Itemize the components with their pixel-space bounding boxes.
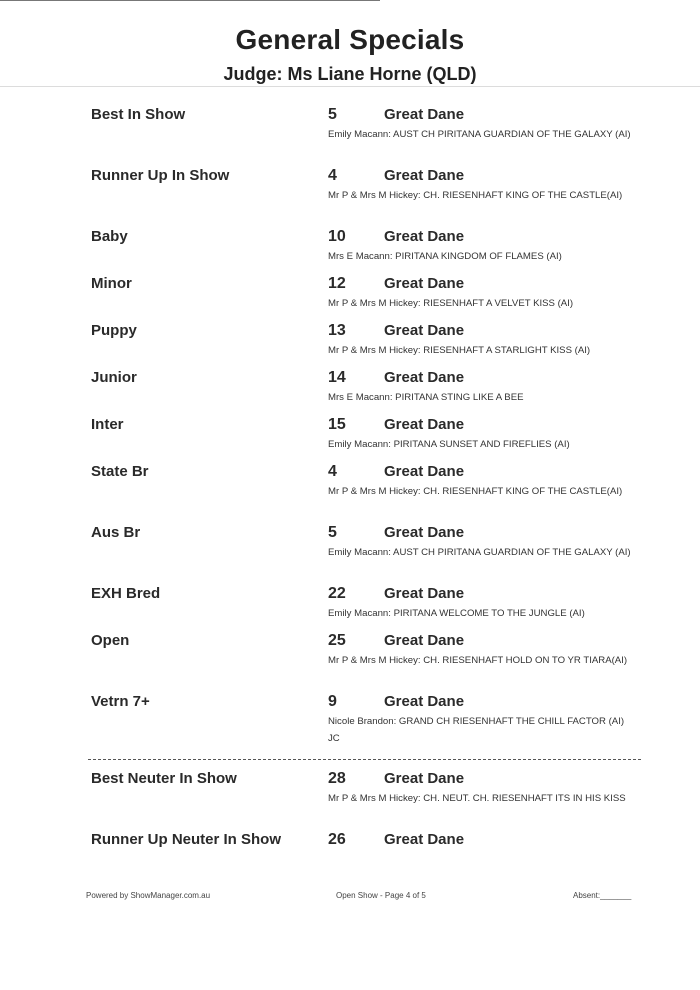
entry-number: 5 (328, 524, 337, 541)
exhibitor-dog-details: Emily Macann: AUST CH PIRITANA GUARDIAN OF THE GALAXY (AI) (328, 547, 631, 558)
award-label: Junior (91, 369, 137, 386)
exhibitor-dog-details: Mr P & Mrs M Hickey: RIESENHAFT A VELVET KISS (AI) (328, 298, 574, 309)
award-label: Puppy (91, 322, 137, 339)
breed-name: Great Dane (384, 632, 465, 649)
entry-number: 13 (328, 322, 346, 339)
exhibitor-dog-details: Mr P & Mrs M Hickey: CH. RIESENHAFT KING OF THE CASTLE(AI) (328, 190, 623, 201)
entry-number: 5 (328, 106, 337, 123)
award-label: Runner Up In Show (91, 167, 230, 184)
top-edge-rule (0, 0, 380, 1)
exhibitor-dog-details: Emily Macann: AUST CH PIRITANA GUARDIAN OF THE GALAXY (AI) (328, 129, 631, 140)
award-label: Baby (91, 228, 128, 245)
entry-number: 15 (328, 416, 346, 433)
exhibitor-dog-details: Mrs E Macann: PIRITANA STING LIKE A BEE (328, 392, 524, 403)
breed-name: Great Dane (384, 167, 465, 184)
exhibitor-dog-details: Mr P & Mrs M Hickey: RIESENHAFT A STARLIGHT KISS (AI) (328, 345, 591, 356)
footer-page-info: Open Show - Page 4 of 5 (336, 891, 426, 900)
award-label: Minor (91, 275, 132, 292)
breed-name: Great Dane (384, 275, 465, 292)
exhibitor-dog-details: Emily Macann: PIRITANA SUNSET AND FIREFLIES (AI) (328, 439, 570, 450)
award-label: Best Neuter In Show (91, 770, 237, 787)
award-label: Vetrn 7+ (91, 693, 150, 710)
award-label: Aus Br (91, 524, 141, 541)
breed-name: Great Dane (384, 463, 465, 480)
breed-name: Great Dane (384, 585, 465, 602)
breed-name: Great Dane (384, 369, 465, 386)
entry-number: 22 (328, 585, 346, 602)
exhibitor-dog-details: Emily Macann: PIRITANA WELCOME TO THE JUNGLE (AI) (328, 608, 585, 619)
judge-line: Judge: Ms Liane Horne (QLD) (223, 64, 477, 84)
footer-absent: Absent:_______ (573, 891, 632, 900)
breed-name: Great Dane (384, 693, 465, 710)
header-rule (0, 86, 700, 87)
breed-name: Great Dane (384, 416, 465, 433)
breed-name: Great Dane (384, 770, 465, 787)
breed-name: Great Dane (384, 228, 465, 245)
entry-number: 14 (328, 369, 346, 386)
award-label: State Br (91, 463, 149, 480)
entry-number: 9 (328, 693, 337, 710)
breed-name: Great Dane (384, 524, 465, 541)
breed-name: Great Dane (384, 322, 465, 339)
exhibitor-dog-details: Nicole Brandon: GRAND CH RIESENHAFT THE CHILL FACTOR (AI) JC (328, 716, 625, 744)
entry-number: 4 (328, 167, 337, 184)
entry-number: 28 (328, 770, 346, 787)
section-divider (88, 759, 641, 760)
entry-number: 4 (328, 463, 337, 480)
breed-name: Great Dane (384, 831, 465, 848)
exhibitor-dog-details: Mr P & Mrs M Hickey: CH. RIESENHAFT KING OF THE CASTLE(AI) (328, 486, 623, 497)
exhibitor-dog-details: Mr P & Mrs M Hickey: CH. NEUT. CH. RIESENHAFT ITS IN HIS KISS (328, 793, 626, 804)
entry-number: 25 (328, 632, 346, 649)
award-label: Open (91, 632, 130, 649)
exhibitor-dog-details: Mr P & Mrs M Hickey: CH. RIESENHAFT HOLD ON TO YR TIARA(AI) (328, 655, 628, 666)
entry-number: 12 (328, 275, 346, 292)
award-label: Best In Show (91, 106, 186, 123)
exhibitor-dog-details: Mrs E Macann: PIRITANA KINGDOM OF FLAMES (AI) (328, 251, 562, 262)
award-label: Inter (91, 416, 124, 433)
breed-name: Great Dane (384, 106, 465, 123)
entry-number: 26 (328, 831, 346, 848)
award-label: Runner Up Neuter In Show (91, 831, 282, 848)
entry-number: 10 (328, 228, 346, 245)
award-label: EXH Bred (91, 585, 161, 602)
footer-powered-by: Powered by ShowManager.com.au (86, 891, 211, 900)
page-title: General Specials (235, 24, 465, 55)
